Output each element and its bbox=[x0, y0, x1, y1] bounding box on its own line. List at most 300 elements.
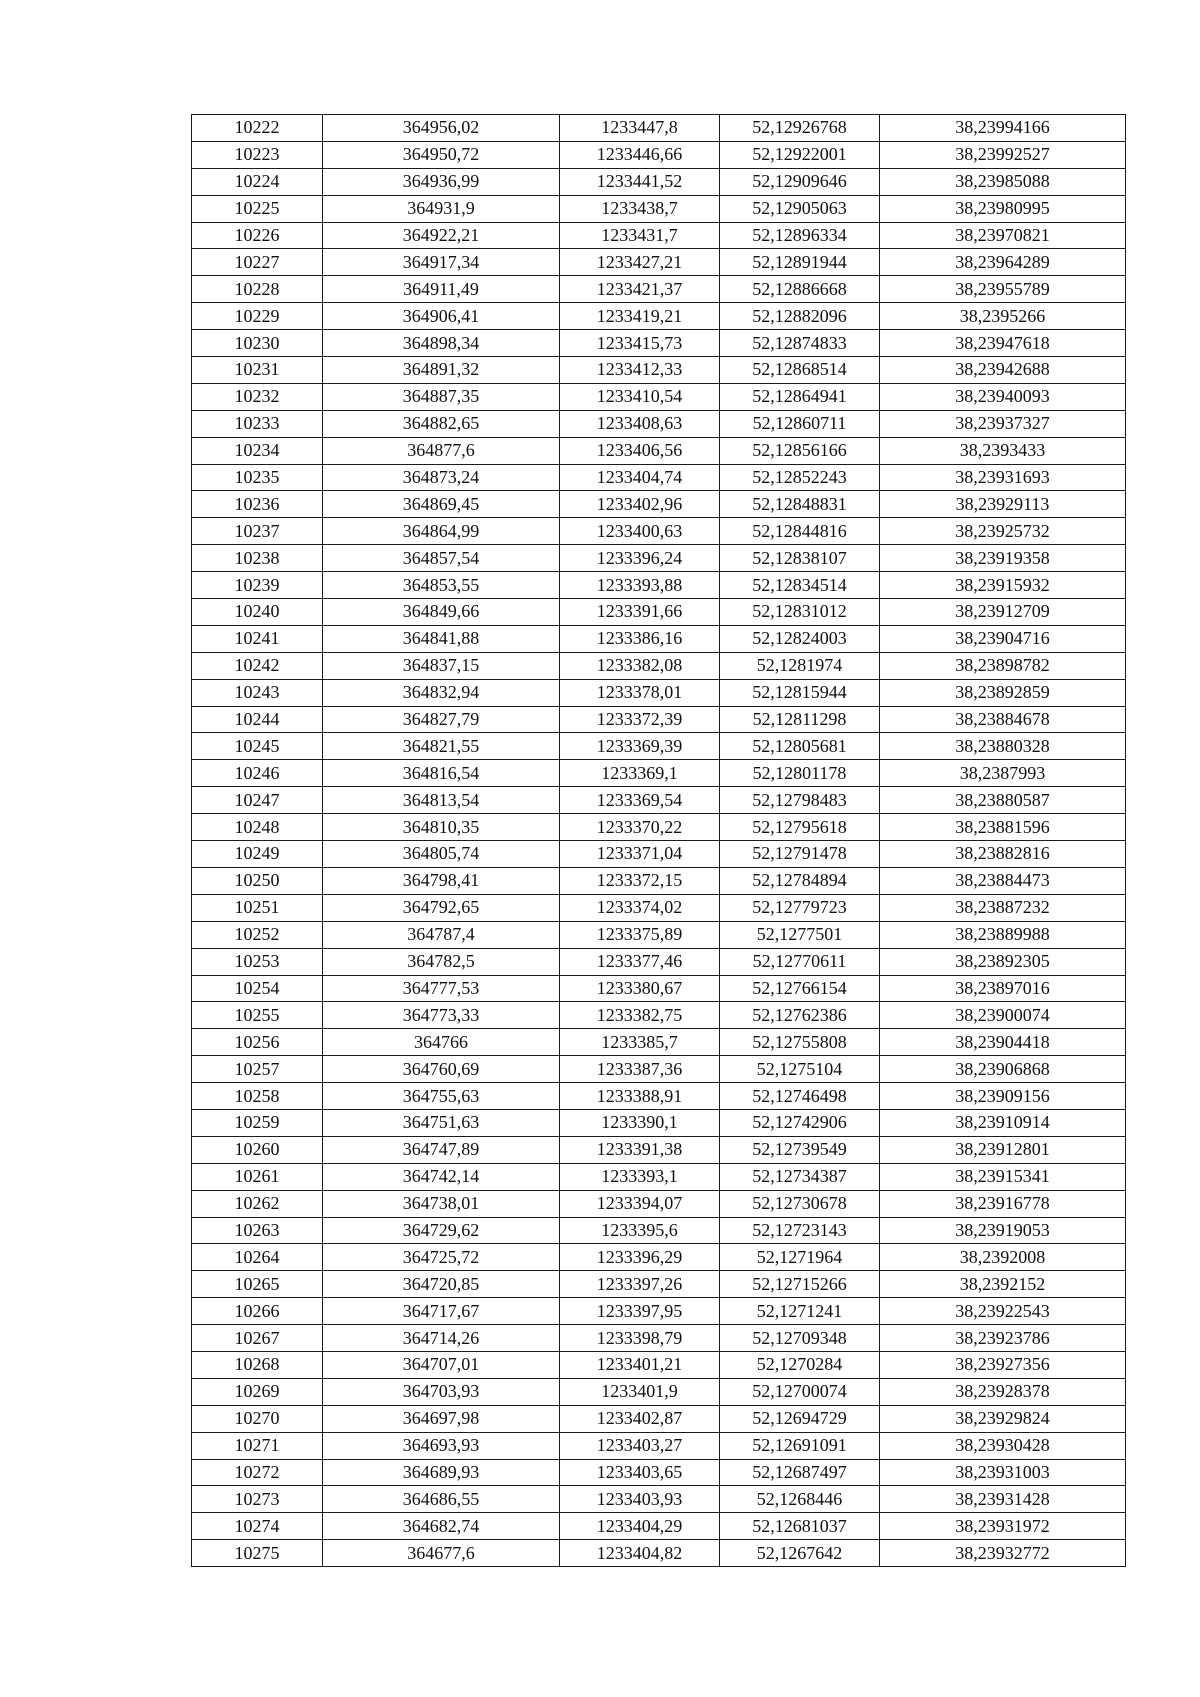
y-coordinate-cell: 1233382,75 bbox=[560, 1002, 720, 1029]
point-number-cell: 10229 bbox=[192, 303, 323, 330]
y-coordinate-cell: 1233374,02 bbox=[560, 894, 720, 921]
y-coordinate-cell: 1233391,66 bbox=[560, 599, 720, 626]
table-row bbox=[192, 1002, 1126, 1029]
table-row bbox=[192, 921, 1126, 948]
point-number-cell: 10260 bbox=[192, 1136, 323, 1163]
x-coordinate-cell: 364720,85 bbox=[323, 1271, 560, 1298]
point-number-cell: 10253 bbox=[192, 948, 323, 975]
y-coordinate-cell: 1233438,7 bbox=[560, 195, 720, 222]
latitude-cell: 52,12739549 bbox=[720, 1136, 880, 1163]
y-coordinate-cell: 1233441,52 bbox=[560, 168, 720, 195]
y-coordinate-cell: 1233369,1 bbox=[560, 760, 720, 787]
x-coordinate-cell: 364738,01 bbox=[323, 1190, 560, 1217]
x-coordinate-cell: 364777,53 bbox=[323, 975, 560, 1002]
point-number-cell: 10263 bbox=[192, 1217, 323, 1244]
point-number-cell: 10241 bbox=[192, 625, 323, 652]
latitude-cell: 52,12922001 bbox=[720, 141, 880, 168]
latitude-cell: 52,12848831 bbox=[720, 491, 880, 518]
x-coordinate-cell: 364936,99 bbox=[323, 168, 560, 195]
table-row bbox=[192, 1190, 1126, 1217]
table-row bbox=[192, 894, 1126, 921]
point-number-cell: 10250 bbox=[192, 867, 323, 894]
y-coordinate-cell: 1233393,88 bbox=[560, 572, 720, 599]
x-coordinate-cell: 364837,15 bbox=[323, 652, 560, 679]
x-coordinate-cell: 364717,67 bbox=[323, 1298, 560, 1325]
table-row bbox=[192, 814, 1126, 841]
table-row bbox=[192, 1298, 1126, 1325]
x-coordinate-cell: 364693,93 bbox=[323, 1432, 560, 1459]
y-coordinate-cell: 1233370,22 bbox=[560, 814, 720, 841]
point-number-cell: 10274 bbox=[192, 1513, 323, 1540]
table-row bbox=[192, 1271, 1126, 1298]
point-number-cell: 10265 bbox=[192, 1271, 323, 1298]
longitude-cell: 38,23932772 bbox=[880, 1540, 1126, 1567]
longitude-cell: 38,23919358 bbox=[880, 545, 1126, 572]
x-coordinate-cell: 364911,49 bbox=[323, 276, 560, 303]
longitude-cell: 38,23970821 bbox=[880, 222, 1126, 249]
table-row bbox=[192, 545, 1126, 572]
table-row bbox=[192, 975, 1126, 1002]
table-row bbox=[192, 1163, 1126, 1190]
x-coordinate-cell: 364755,63 bbox=[323, 1083, 560, 1110]
point-number-cell: 10225 bbox=[192, 195, 323, 222]
latitude-cell: 52,12874833 bbox=[720, 330, 880, 357]
y-coordinate-cell: 1233369,39 bbox=[560, 733, 720, 760]
y-coordinate-cell: 1233372,39 bbox=[560, 706, 720, 733]
latitude-cell: 52,12779723 bbox=[720, 894, 880, 921]
x-coordinate-cell: 364853,55 bbox=[323, 572, 560, 599]
latitude-cell: 52,12824003 bbox=[720, 625, 880, 652]
table-row bbox=[192, 1109, 1126, 1136]
x-coordinate-cell: 364841,88 bbox=[323, 625, 560, 652]
latitude-cell: 52,12784894 bbox=[720, 867, 880, 894]
point-number-cell: 10248 bbox=[192, 814, 323, 841]
longitude-cell: 38,23892859 bbox=[880, 679, 1126, 706]
longitude-cell: 38,23880587 bbox=[880, 787, 1126, 814]
x-coordinate-cell: 364725,72 bbox=[323, 1244, 560, 1271]
table-row bbox=[192, 1405, 1126, 1432]
latitude-cell: 52,12805681 bbox=[720, 733, 880, 760]
latitude-cell: 52,12852243 bbox=[720, 464, 880, 491]
x-coordinate-cell: 364832,94 bbox=[323, 679, 560, 706]
x-coordinate-cell: 364864,99 bbox=[323, 518, 560, 545]
x-coordinate-cell: 364857,54 bbox=[323, 545, 560, 572]
x-coordinate-cell: 364950,72 bbox=[323, 141, 560, 168]
latitude-cell: 52,12791478 bbox=[720, 841, 880, 868]
point-number-cell: 10264 bbox=[192, 1244, 323, 1271]
y-coordinate-cell: 1233431,7 bbox=[560, 222, 720, 249]
longitude-cell: 38,23884678 bbox=[880, 706, 1126, 733]
x-coordinate-cell: 364805,74 bbox=[323, 841, 560, 868]
latitude-cell: 52,1271241 bbox=[720, 1298, 880, 1325]
longitude-cell: 38,23985088 bbox=[880, 168, 1126, 195]
table-row bbox=[192, 1217, 1126, 1244]
table-row bbox=[192, 1351, 1126, 1378]
y-coordinate-cell: 1233403,27 bbox=[560, 1432, 720, 1459]
y-coordinate-cell: 1233401,9 bbox=[560, 1378, 720, 1405]
y-coordinate-cell: 1233391,38 bbox=[560, 1136, 720, 1163]
latitude-cell: 52,12844816 bbox=[720, 518, 880, 545]
longitude-cell: 38,23892305 bbox=[880, 948, 1126, 975]
x-coordinate-cell: 364917,34 bbox=[323, 249, 560, 276]
longitude-cell: 38,23929824 bbox=[880, 1405, 1126, 1432]
table-row bbox=[192, 867, 1126, 894]
latitude-cell: 52,12909646 bbox=[720, 168, 880, 195]
x-coordinate-cell: 364956,02 bbox=[323, 115, 560, 142]
longitude-cell: 38,23912709 bbox=[880, 599, 1126, 626]
point-number-cell: 10258 bbox=[192, 1083, 323, 1110]
point-number-cell: 10275 bbox=[192, 1540, 323, 1567]
point-number-cell: 10246 bbox=[192, 760, 323, 787]
latitude-cell: 52,12694729 bbox=[720, 1405, 880, 1432]
latitude-cell: 52,12770611 bbox=[720, 948, 880, 975]
y-coordinate-cell: 1233401,21 bbox=[560, 1351, 720, 1378]
y-coordinate-cell: 1233404,74 bbox=[560, 464, 720, 491]
longitude-cell: 38,23916778 bbox=[880, 1190, 1126, 1217]
longitude-cell: 38,23929113 bbox=[880, 491, 1126, 518]
table-row bbox=[192, 1540, 1126, 1567]
latitude-cell: 52,12742906 bbox=[720, 1109, 880, 1136]
y-coordinate-cell: 1233395,6 bbox=[560, 1217, 720, 1244]
y-coordinate-cell: 1233410,54 bbox=[560, 383, 720, 410]
x-coordinate-cell: 364697,98 bbox=[323, 1405, 560, 1432]
x-coordinate-cell: 364773,33 bbox=[323, 1002, 560, 1029]
latitude-cell: 52,12681037 bbox=[720, 1513, 880, 1540]
longitude-cell: 38,23897016 bbox=[880, 975, 1126, 1002]
table-row bbox=[192, 249, 1126, 276]
point-number-cell: 10269 bbox=[192, 1378, 323, 1405]
longitude-cell: 38,23927356 bbox=[880, 1351, 1126, 1378]
table-row bbox=[192, 1513, 1126, 1540]
x-coordinate-cell: 364677,6 bbox=[323, 1540, 560, 1567]
table-row bbox=[192, 1244, 1126, 1271]
table-row bbox=[192, 303, 1126, 330]
y-coordinate-cell: 1233446,66 bbox=[560, 141, 720, 168]
point-number-cell: 10255 bbox=[192, 1002, 323, 1029]
y-coordinate-cell: 1233427,21 bbox=[560, 249, 720, 276]
x-coordinate-cell: 364686,55 bbox=[323, 1486, 560, 1513]
latitude-cell: 52,12715266 bbox=[720, 1271, 880, 1298]
longitude-cell: 38,23912801 bbox=[880, 1136, 1126, 1163]
point-number-cell: 10271 bbox=[192, 1432, 323, 1459]
table-row bbox=[192, 787, 1126, 814]
longitude-cell: 38,23955789 bbox=[880, 276, 1126, 303]
x-coordinate-cell: 364689,93 bbox=[323, 1459, 560, 1486]
x-coordinate-cell: 364766 bbox=[323, 1029, 560, 1056]
table-row bbox=[192, 357, 1126, 384]
x-coordinate-cell: 364877,6 bbox=[323, 437, 560, 464]
x-coordinate-cell: 364798,41 bbox=[323, 867, 560, 894]
table-row bbox=[192, 733, 1126, 760]
y-coordinate-cell: 1233387,36 bbox=[560, 1056, 720, 1083]
point-number-cell: 10267 bbox=[192, 1325, 323, 1352]
y-coordinate-cell: 1233380,67 bbox=[560, 975, 720, 1002]
table-row bbox=[192, 760, 1126, 787]
longitude-cell: 38,23906868 bbox=[880, 1056, 1126, 1083]
longitude-cell: 38,2387993 bbox=[880, 760, 1126, 787]
y-coordinate-cell: 1233375,89 bbox=[560, 921, 720, 948]
latitude-cell: 52,12868514 bbox=[720, 357, 880, 384]
longitude-cell: 38,23940093 bbox=[880, 383, 1126, 410]
x-coordinate-cell: 364931,9 bbox=[323, 195, 560, 222]
point-number-cell: 10252 bbox=[192, 921, 323, 948]
y-coordinate-cell: 1233404,29 bbox=[560, 1513, 720, 1540]
y-coordinate-cell: 1233447,8 bbox=[560, 115, 720, 142]
y-coordinate-cell: 1233397,26 bbox=[560, 1271, 720, 1298]
latitude-cell: 52,12755808 bbox=[720, 1029, 880, 1056]
longitude-cell: 38,23882816 bbox=[880, 841, 1126, 868]
x-coordinate-cell: 364887,35 bbox=[323, 383, 560, 410]
x-coordinate-cell: 364760,69 bbox=[323, 1056, 560, 1083]
longitude-cell: 38,23889988 bbox=[880, 921, 1126, 948]
latitude-cell: 52,12795618 bbox=[720, 814, 880, 841]
latitude-cell: 52,12762386 bbox=[720, 1002, 880, 1029]
y-coordinate-cell: 1233390,1 bbox=[560, 1109, 720, 1136]
latitude-cell: 52,12734387 bbox=[720, 1163, 880, 1190]
point-number-cell: 10235 bbox=[192, 464, 323, 491]
y-coordinate-cell: 1233369,54 bbox=[560, 787, 720, 814]
latitude-cell: 52,1268446 bbox=[720, 1486, 880, 1513]
point-number-cell: 10251 bbox=[192, 894, 323, 921]
x-coordinate-cell: 364682,74 bbox=[323, 1513, 560, 1540]
longitude-cell: 38,23994166 bbox=[880, 115, 1126, 142]
x-coordinate-cell: 364922,21 bbox=[323, 222, 560, 249]
y-coordinate-cell: 1233419,21 bbox=[560, 303, 720, 330]
longitude-cell: 38,23880328 bbox=[880, 733, 1126, 760]
y-coordinate-cell: 1233372,15 bbox=[560, 867, 720, 894]
table-row bbox=[192, 491, 1126, 518]
point-number-cell: 10230 bbox=[192, 330, 323, 357]
point-number-cell: 10256 bbox=[192, 1029, 323, 1056]
latitude-cell: 52,12860711 bbox=[720, 410, 880, 437]
y-coordinate-cell: 1233397,95 bbox=[560, 1298, 720, 1325]
point-number-cell: 10244 bbox=[192, 706, 323, 733]
point-number-cell: 10245 bbox=[192, 733, 323, 760]
latitude-cell: 52,12891944 bbox=[720, 249, 880, 276]
longitude-cell: 38,23922543 bbox=[880, 1298, 1126, 1325]
x-coordinate-cell: 364703,93 bbox=[323, 1378, 560, 1405]
longitude-cell: 38,2395266 bbox=[880, 303, 1126, 330]
point-number-cell: 10226 bbox=[192, 222, 323, 249]
y-coordinate-cell: 1233394,07 bbox=[560, 1190, 720, 1217]
table-row bbox=[192, 410, 1126, 437]
y-coordinate-cell: 1233386,16 bbox=[560, 625, 720, 652]
table-row bbox=[192, 141, 1126, 168]
latitude-cell: 52,12766154 bbox=[720, 975, 880, 1002]
x-coordinate-cell: 364849,66 bbox=[323, 599, 560, 626]
latitude-cell: 52,12746498 bbox=[720, 1083, 880, 1110]
point-number-cell: 10272 bbox=[192, 1459, 323, 1486]
x-coordinate-cell: 364787,4 bbox=[323, 921, 560, 948]
point-number-cell: 10261 bbox=[192, 1163, 323, 1190]
longitude-cell: 38,23909156 bbox=[880, 1083, 1126, 1110]
table-row bbox=[192, 518, 1126, 545]
point-number-cell: 10238 bbox=[192, 545, 323, 572]
longitude-cell: 38,23919053 bbox=[880, 1217, 1126, 1244]
longitude-cell: 38,23915341 bbox=[880, 1163, 1126, 1190]
point-number-cell: 10268 bbox=[192, 1351, 323, 1378]
table-row bbox=[192, 437, 1126, 464]
longitude-cell: 38,23884473 bbox=[880, 867, 1126, 894]
table-row bbox=[192, 1325, 1126, 1352]
longitude-cell: 38,2392152 bbox=[880, 1271, 1126, 1298]
y-coordinate-cell: 1233421,37 bbox=[560, 276, 720, 303]
longitude-cell: 38,23931693 bbox=[880, 464, 1126, 491]
latitude-cell: 52,1281974 bbox=[720, 652, 880, 679]
table-row bbox=[192, 841, 1126, 868]
x-coordinate-cell: 364891,32 bbox=[323, 357, 560, 384]
point-number-cell: 10231 bbox=[192, 357, 323, 384]
table-row bbox=[192, 195, 1126, 222]
table-row bbox=[192, 1136, 1126, 1163]
y-coordinate-cell: 1233385,7 bbox=[560, 1029, 720, 1056]
table-row bbox=[192, 330, 1126, 357]
x-coordinate-cell: 364747,89 bbox=[323, 1136, 560, 1163]
longitude-cell: 38,23904418 bbox=[880, 1029, 1126, 1056]
x-coordinate-cell: 364729,62 bbox=[323, 1217, 560, 1244]
y-coordinate-cell: 1233415,73 bbox=[560, 330, 720, 357]
latitude-cell: 52,12730678 bbox=[720, 1190, 880, 1217]
coordinates-table-body bbox=[192, 115, 1126, 1567]
latitude-cell: 52,12691091 bbox=[720, 1432, 880, 1459]
table-row bbox=[192, 464, 1126, 491]
point-number-cell: 10259 bbox=[192, 1109, 323, 1136]
table-row bbox=[192, 652, 1126, 679]
table-row bbox=[192, 948, 1126, 975]
x-coordinate-cell: 364906,41 bbox=[323, 303, 560, 330]
longitude-cell: 38,23915932 bbox=[880, 572, 1126, 599]
y-coordinate-cell: 1233371,04 bbox=[560, 841, 720, 868]
y-coordinate-cell: 1233403,65 bbox=[560, 1459, 720, 1486]
point-number-cell: 10262 bbox=[192, 1190, 323, 1217]
table-row bbox=[192, 572, 1126, 599]
y-coordinate-cell: 1233403,93 bbox=[560, 1486, 720, 1513]
x-coordinate-cell: 364827,79 bbox=[323, 706, 560, 733]
point-number-cell: 10232 bbox=[192, 383, 323, 410]
point-number-cell: 10249 bbox=[192, 841, 323, 868]
coordinates-table bbox=[191, 114, 1126, 1567]
table-row bbox=[192, 1029, 1126, 1056]
point-number-cell: 10228 bbox=[192, 276, 323, 303]
x-coordinate-cell: 364792,65 bbox=[323, 894, 560, 921]
longitude-cell: 38,23923786 bbox=[880, 1325, 1126, 1352]
latitude-cell: 52,12896334 bbox=[720, 222, 880, 249]
x-coordinate-cell: 364742,14 bbox=[323, 1163, 560, 1190]
x-coordinate-cell: 364821,55 bbox=[323, 733, 560, 760]
x-coordinate-cell: 364813,54 bbox=[323, 787, 560, 814]
table-row bbox=[192, 222, 1126, 249]
y-coordinate-cell: 1233378,01 bbox=[560, 679, 720, 706]
longitude-cell: 38,23910914 bbox=[880, 1109, 1126, 1136]
table-row bbox=[192, 115, 1126, 142]
point-number-cell: 10247 bbox=[192, 787, 323, 814]
latitude-cell: 52,12856166 bbox=[720, 437, 880, 464]
point-number-cell: 10270 bbox=[192, 1405, 323, 1432]
y-coordinate-cell: 1233398,79 bbox=[560, 1325, 720, 1352]
latitude-cell: 52,12709348 bbox=[720, 1325, 880, 1352]
y-coordinate-cell: 1233396,24 bbox=[560, 545, 720, 572]
point-number-cell: 10257 bbox=[192, 1056, 323, 1083]
x-coordinate-cell: 364898,34 bbox=[323, 330, 560, 357]
y-coordinate-cell: 1233406,56 bbox=[560, 437, 720, 464]
longitude-cell: 38,23937327 bbox=[880, 410, 1126, 437]
longitude-cell: 38,23928378 bbox=[880, 1378, 1126, 1405]
point-number-cell: 10223 bbox=[192, 141, 323, 168]
y-coordinate-cell: 1233408,63 bbox=[560, 410, 720, 437]
y-coordinate-cell: 1233402,96 bbox=[560, 491, 720, 518]
latitude-cell: 52,12838107 bbox=[720, 545, 880, 572]
longitude-cell: 38,23898782 bbox=[880, 652, 1126, 679]
longitude-cell: 38,23931428 bbox=[880, 1486, 1126, 1513]
x-coordinate-cell: 364873,24 bbox=[323, 464, 560, 491]
latitude-cell: 52,1275104 bbox=[720, 1056, 880, 1083]
latitude-cell: 52,12801178 bbox=[720, 760, 880, 787]
x-coordinate-cell: 364751,63 bbox=[323, 1109, 560, 1136]
longitude-cell: 38,23925732 bbox=[880, 518, 1126, 545]
longitude-cell: 38,23942688 bbox=[880, 357, 1126, 384]
table-row bbox=[192, 599, 1126, 626]
point-number-cell: 10233 bbox=[192, 410, 323, 437]
longitude-cell: 38,23947618 bbox=[880, 330, 1126, 357]
y-coordinate-cell: 1233412,33 bbox=[560, 357, 720, 384]
table-row bbox=[192, 1486, 1126, 1513]
x-coordinate-cell: 364816,54 bbox=[323, 760, 560, 787]
point-number-cell: 10243 bbox=[192, 679, 323, 706]
x-coordinate-cell: 364782,5 bbox=[323, 948, 560, 975]
table-row bbox=[192, 1083, 1126, 1110]
latitude-cell: 52,12815944 bbox=[720, 679, 880, 706]
latitude-cell: 52,1270284 bbox=[720, 1351, 880, 1378]
point-number-cell: 10234 bbox=[192, 437, 323, 464]
latitude-cell: 52,12811298 bbox=[720, 706, 880, 733]
latitude-cell: 52,1271964 bbox=[720, 1244, 880, 1271]
point-number-cell: 10224 bbox=[192, 168, 323, 195]
longitude-cell: 38,23900074 bbox=[880, 1002, 1126, 1029]
table-row bbox=[192, 706, 1126, 733]
x-coordinate-cell: 364882,65 bbox=[323, 410, 560, 437]
latitude-cell: 52,1267642 bbox=[720, 1540, 880, 1567]
latitude-cell: 52,12905063 bbox=[720, 195, 880, 222]
point-number-cell: 10222 bbox=[192, 115, 323, 142]
y-coordinate-cell: 1233388,91 bbox=[560, 1083, 720, 1110]
latitude-cell: 52,12687497 bbox=[720, 1459, 880, 1486]
table-row bbox=[192, 383, 1126, 410]
latitude-cell: 52,12798483 bbox=[720, 787, 880, 814]
point-number-cell: 10240 bbox=[192, 599, 323, 626]
y-coordinate-cell: 1233402,87 bbox=[560, 1405, 720, 1432]
y-coordinate-cell: 1233382,08 bbox=[560, 652, 720, 679]
table-row bbox=[192, 679, 1126, 706]
point-number-cell: 10237 bbox=[192, 518, 323, 545]
y-coordinate-cell: 1233393,1 bbox=[560, 1163, 720, 1190]
x-coordinate-cell: 364869,45 bbox=[323, 491, 560, 518]
point-number-cell: 10227 bbox=[192, 249, 323, 276]
latitude-cell: 52,12882096 bbox=[720, 303, 880, 330]
longitude-cell: 38,23931972 bbox=[880, 1513, 1126, 1540]
longitude-cell: 38,2393433 bbox=[880, 437, 1126, 464]
latitude-cell: 52,12831012 bbox=[720, 599, 880, 626]
table-row bbox=[192, 168, 1126, 195]
point-number-cell: 10273 bbox=[192, 1486, 323, 1513]
latitude-cell: 52,12834514 bbox=[720, 572, 880, 599]
y-coordinate-cell: 1233400,63 bbox=[560, 518, 720, 545]
table-row bbox=[192, 1056, 1126, 1083]
point-number-cell: 10254 bbox=[192, 975, 323, 1002]
table-row bbox=[192, 625, 1126, 652]
longitude-cell: 38,23964289 bbox=[880, 249, 1126, 276]
longitude-cell: 38,23904716 bbox=[880, 625, 1126, 652]
longitude-cell: 38,2392008 bbox=[880, 1244, 1126, 1271]
